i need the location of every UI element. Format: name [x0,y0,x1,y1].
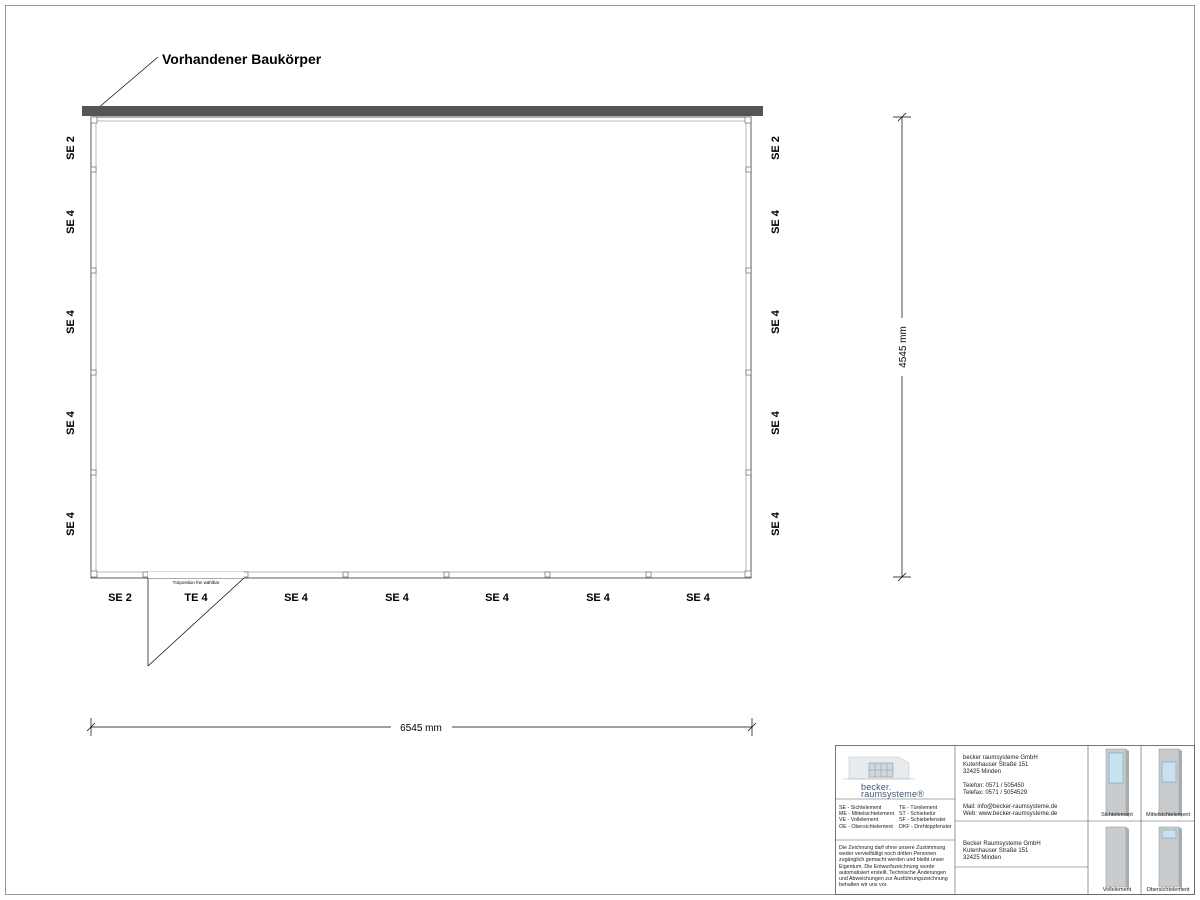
customer-line: Becker Raumsysteme GmbH [963,841,1041,847]
address-line: Web: www.becker-raumsysteme.de [963,811,1058,817]
left-wall-label: SE 4 [65,310,77,334]
container-inner-outline [96,121,746,572]
front-wall-label: SE 4 [686,592,710,604]
sichtelement-icon [1106,749,1129,817]
address-line: Telefon: 0571 / 505450 [963,783,1025,789]
existing-building-leader [97,57,158,109]
left-wall-label: SE 4 [65,210,77,234]
customer-line: Kutenhauser Straße 151 [963,848,1029,854]
existing-building-label: Vorhandener Baukörper [162,51,322,67]
depth-dimension-label: 4545 mm [898,326,909,368]
right-wall-label: SE 4 [770,512,782,536]
door-note: Türposition frei wählbar [172,580,220,585]
disclaimer-line: und Abweichungen zur Ausführungszeichnung [839,876,948,883]
front-wall-label: SE 4 [485,592,509,604]
disclaimer-line: automatisiert erstellt. Technische Änderungen [839,869,947,876]
right-wall-label: SE 2 [770,136,782,160]
legend-item: ME - Mittelsichtelement [839,811,895,818]
address-line: becker raumsysteme GmbH [963,755,1038,761]
element-label: Mittelsichtelement [1145,812,1191,818]
front-wall-label: TE 4 [184,592,208,604]
disclaimer-line: Eigentum. Die Entwurfszeichnung wurde [839,863,935,870]
element-label: Vollelement [1102,887,1132,893]
element-label: Sichtelement [1101,812,1133,818]
disclaimer-line: behalten wir uns vor. [839,882,888,889]
logo-text: becker. raumsysteme® [861,782,925,799]
right-wall-labels [770,136,782,536]
address-line: Kutenhauser Straße 151 [963,762,1029,768]
front-wall-label: SE 4 [284,592,308,604]
legend-item: VE - Vollelement [839,817,879,824]
address-line: Mail: info@becker-raumsysteme.de [963,804,1058,810]
right-wall-label: SE 4 [770,310,782,334]
right-wall-label: SE 4 [770,411,782,435]
disclaimer-line: Die Zeichnung darf ohne unsere Zustimmung [839,845,946,851]
right-wall-label: SE 4 [770,210,782,234]
company-address [963,755,1057,818]
width-dimension-label: 6545 mm [400,723,442,734]
mittelsichtelement-icon [1159,749,1182,817]
front-wall-label: SE 4 [385,592,409,604]
obersichtelement-icon [1159,827,1182,889]
legend-item: OE - Obersichtelement [839,823,893,830]
element-thumbnails [1088,745,1195,895]
customer-line: 32425 Minden [963,855,1002,861]
front-wall-label: SE 2 [108,592,132,604]
address-line [963,776,1057,783]
address-line [963,797,1057,804]
left-wall-label: SE 4 [65,411,77,435]
left-wall-label: SE 2 [65,136,77,160]
element-label: Obersichtelement [1146,887,1190,893]
company-logo [839,749,951,797]
left-wall-labels [65,136,77,536]
address-line: Telefax: 0571 / 5054529 [963,790,1028,796]
legend-item: SF - Schiebefenster [899,817,946,824]
disclaimer-line: weder vervielfältigt noch dritten Personen [839,851,937,858]
front-wall-labels [108,592,711,604]
title-block [835,745,1195,895]
legend-right [899,805,952,830]
legend-item: SE - Sichtelement [839,805,882,811]
legend-left [839,805,894,830]
legend-item: TE - Türelement [899,805,938,811]
address-line: 32425 Minden [963,769,1002,775]
disclaimer-line: zugänglich gemacht werden und bleibt unser [839,857,945,864]
legend-item: ST - Schiebetür [899,811,936,818]
front-wall-label: SE 4 [586,592,610,604]
door-opening [148,572,244,578]
vollelement-icon [1106,827,1129,889]
legend-item: DKF - Drehkippfenster [899,823,952,830]
customer-address [963,841,1041,862]
disclaimer [839,845,948,888]
left-wall-label: SE 4 [65,512,77,536]
existing-building-wall [82,106,763,116]
